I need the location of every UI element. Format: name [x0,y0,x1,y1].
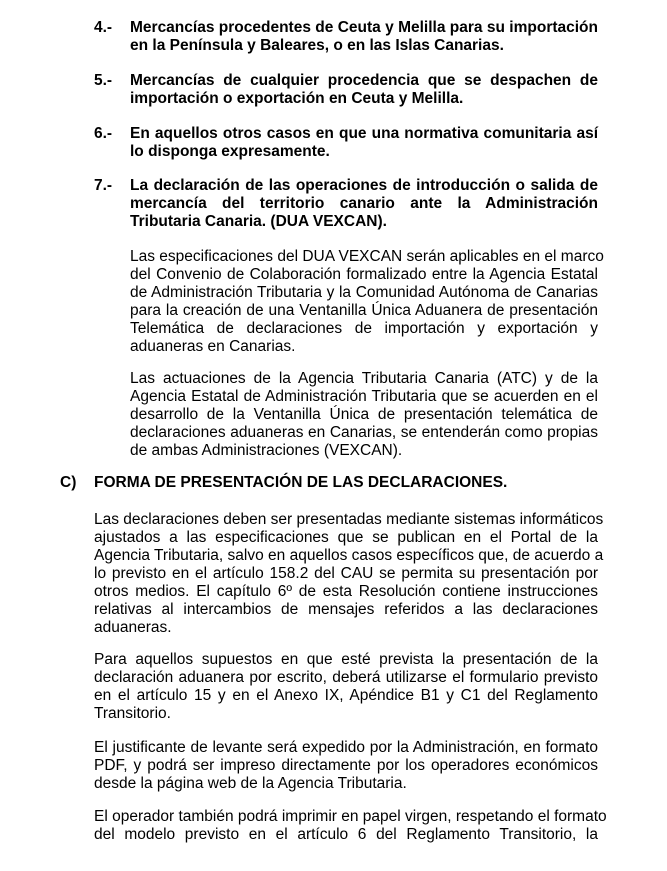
text-line: importación o exportación en Ceuta y Melilla. [130,90,464,107]
text-line: La declaración de las operaciones de introducción o salida de [130,177,598,194]
list-item-text [130,19,598,55]
text-line: Agencia Tributaria, salvo en aquellos casos específicos que, de acuerdo a [94,547,604,564]
text-line: en el artículo 15 y en el Anexo IX, Apéndice B1 y C1 del Reglamento [94,687,598,704]
section-heading [60,474,600,492]
text-line: desarrollo de la Ventanilla Única de presentación telemática de [130,406,598,423]
item7-paragraph-2 [130,370,598,460]
text-line: desde la página web de la Agencia Tributaria. [94,775,407,792]
section-letter: C) [60,474,77,491]
text-line: Mercancías procedentes de Ceuta y Melilla para su importación [130,19,598,36]
text-line: lo disponga expresamente. [130,143,330,160]
list-item-text [130,177,598,231]
text-line: Mercancías de cualquier procedencia que se despachen de [130,72,598,89]
list-item-number: 5.- [94,72,113,89]
text-line: Las declaraciones deben ser presentadas mediante sistemas informáticos [94,511,604,528]
list-item-number: 7.- [94,177,113,194]
text-line: aduaneras en Canarias. [130,338,296,355]
text-line: Las especificaciones del DUA VEXCAN serán aplicables en el marco [130,248,604,265]
text-line: del modelo previsto en el artículo 6 del Reglamento Transitorio, la [94,826,598,843]
text-line: PDF, y podrá ser impreso directamente por los operadores económicos [94,757,598,774]
text-line: ajustados a las especificaciones que se publican en el Portal de la [94,529,598,546]
text-line: para la creación de una Ventanilla Única Aduanera de presentación [130,302,598,319]
text-line: El operador también podrá imprimir en papel virgen, respetando el formato [94,808,607,825]
section-paragraph-4 [94,808,607,844]
text-line: Las actuaciones de la Agencia Tributaria Canaria (ATC) y de la [130,370,598,387]
section-paragraph-3 [94,739,598,793]
text-line: otros medios. El capítulo 6º de esta Resolución contiene instrucciones [94,583,598,600]
text-line: relativas al intercambios de mensajes referidos a las declaraciones [94,601,598,618]
list-item-6 [94,125,598,161]
section-title: FORMA DE PRESENTACIÓN DE LAS DECLARACIONES. [94,474,508,491]
text-line: en la Península y Baleares, o en las Islas Canarias. [130,37,504,54]
text-line: Telemática de declaraciones de importación y exportación y [130,320,598,337]
text-line: de Administración Tributaria y la Comunidad Autónoma de Canarias [130,284,598,301]
list-item-5 [94,72,598,108]
list-item-number: 6.- [94,125,113,142]
section-paragraph-2 [94,651,598,723]
text-line: aduaneras. [94,619,172,636]
text-line: mercancía del territorio canario ante la Administración [130,195,598,212]
text-line: Agencia Estatal de Administración Tributaria que se acuerden en el [130,388,598,405]
list-item-text [130,72,598,108]
text-line: declaración aduanera por escrito, deberá utilizarse el formulario previsto [94,669,598,686]
list-item-number: 4.- [94,19,113,36]
section-paragraph-1 [94,511,604,637]
text-line: El justificante de levante será expedido por la Administración, en formato [94,739,598,756]
text-line: Transitorio. [94,705,171,722]
text-line: Para aquellos supuestos en que esté prevista la presentación de la [94,651,598,668]
text-line: En aquellos otros casos en que una normativa comunitaria así [130,125,598,142]
list-item-4 [94,19,598,55]
list-item-7 [94,177,598,231]
text-line: Tributaria Canaria. (DUA VEXCAN). [130,213,387,230]
item7-paragraph-1 [130,248,604,356]
list-item-text [130,125,598,161]
text-line: declaraciones aduaneras en Canarias, se entenderán como propias [130,424,598,441]
text-line: lo previsto en el artículo 158.2 del CAU se permita su presentación por [94,565,598,582]
text-line: de ambas Administraciones (VEXCAN). [130,442,403,459]
text-line: del Convenio de Colaboración formalizado entre la Agencia Estatal [130,266,598,283]
